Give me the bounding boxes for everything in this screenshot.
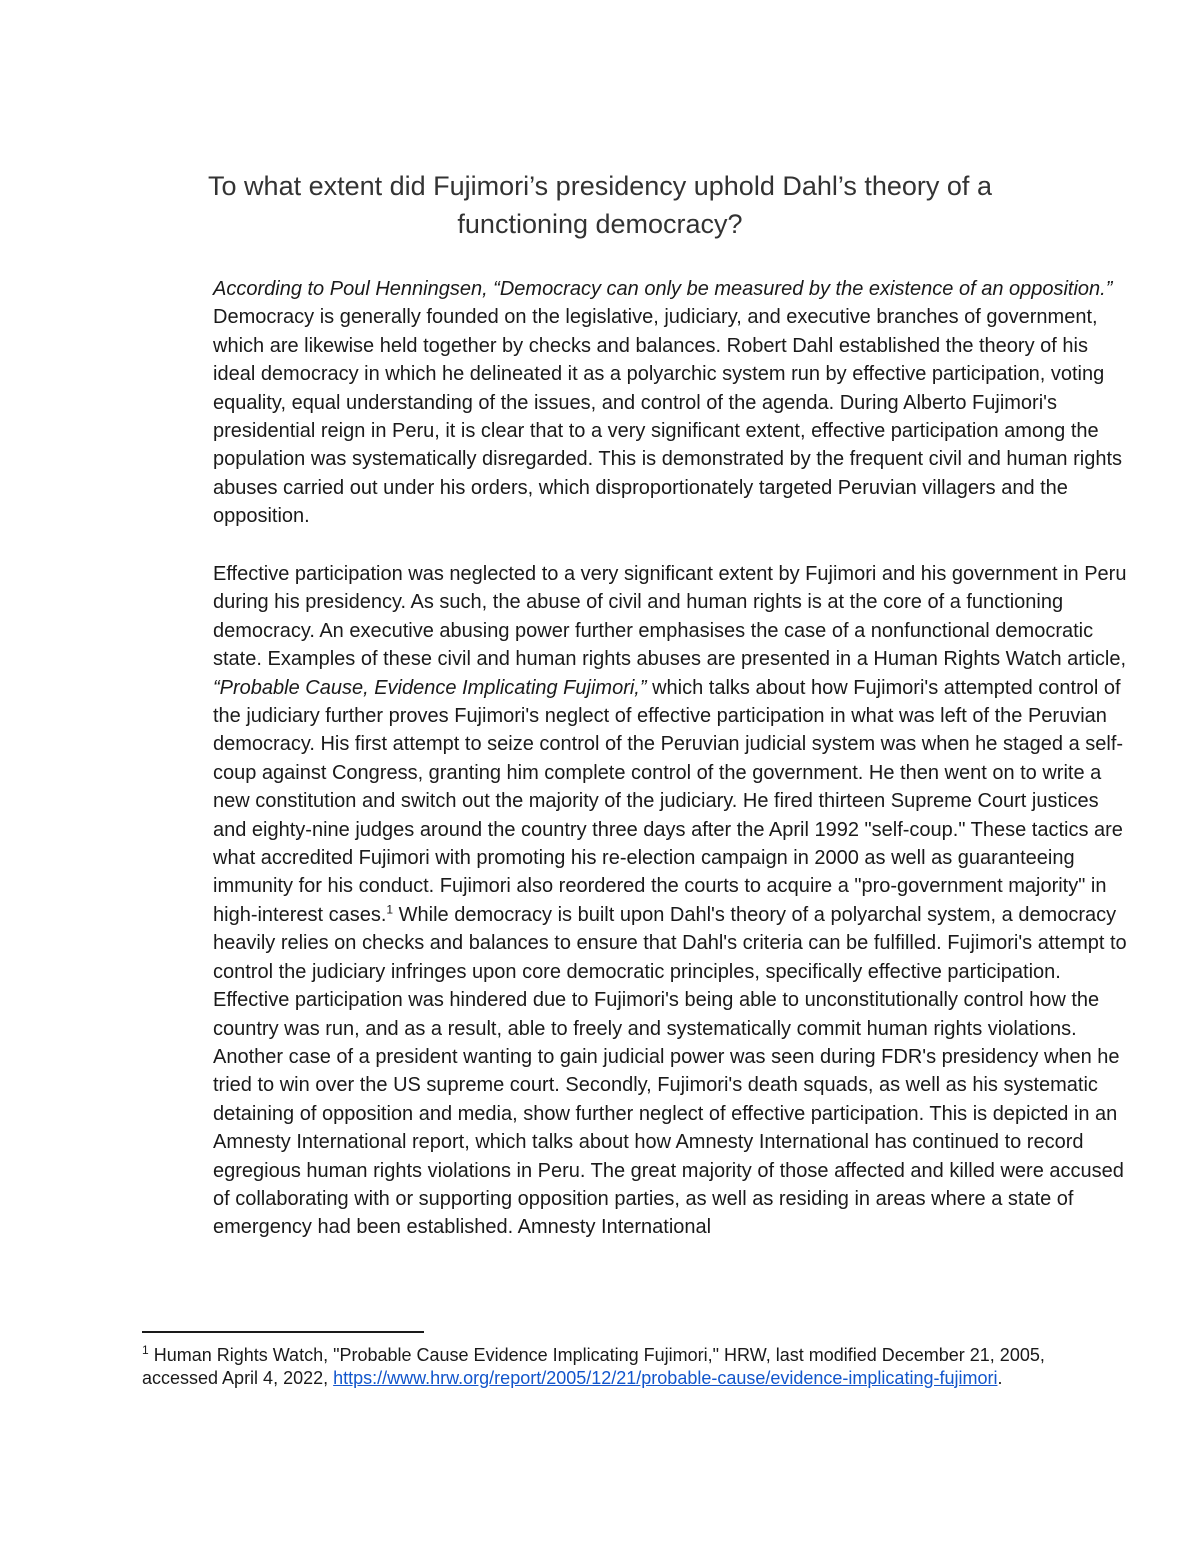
footnote: [142, 1344, 1062, 1389]
document-title: To what extent did Fujimori’s presidency uphold Dahl’s theory of a functioning democracy?: [208, 171, 992, 239]
paragraph-intro-text: Democracy is generally founded on the legislative, judiciary, and executive branches of government, which are likewise held together by checks and balances. Robert Dahl established the theory of his ideal democracy in which he delineated it as a polyarchic system run by effective participation, voting equality, equal understanding of the issues, and control of the agenda. During Alberto Fujimori's presidential reign in Peru, it is clear that to a very significant extent, effective participation among the population was systematically disregarded. This is demonstrated by the frequent civil and human rights abuses carried out under his orders, which disproportionately targeted Peruvian villagers and the opposition.: [213, 306, 1122, 528]
paragraph-2-part-3: While democracy is built upon Dahl's theory of a polyarchal system, a democracy heavily relies on checks and balances to ensure that Dahl's criteria can be fulfilled. Fujimori's attempt to control the judiciary infringes upon core democratic principles, specifically effective participation. Effective participation was hindered due to Fujimori's being able to unconstitutionally control how the country was run, and as a result, able to freely and systematically commit human rights violations. Another case of a president wanting to gain judicial power was seen during FDR's presidency when he tried to win over the US supreme court. Secondly, Fujimori's death squads, as well as his systematic detaining of opposition and media, show further neglect of effective participation. This is depicted in an Amnesty International report, which talks about how Amnesty International has continued to record egregious human rights violations in Peru. The great majority of those affected and killed were accused of collaborating with or supporting opposition parties, as well as residing in areas where a state of emergency had been established. Amnesty International: [213, 903, 1127, 1239]
hrw-article-title: “Probable Cause, Evidence Implicating Fujimori,”: [213, 676, 647, 699]
footnote-trailing: .: [997, 1367, 1003, 1388]
paragraph-2-part-1: Effective participation was neglected to a very significant extent by Fujimori and his government in Peru during his presidency. As such, the abuse of civil and human rights is at the core of a functioning democracy. An executive abusing power further emphasises the case of a nonfunctional democratic state. Examples of these civil and human rights abuses are presented in a Human Rights Watch article,: [213, 563, 1127, 671]
henningsen-quote: According to Poul Henningsen, “Democracy can only be measured by the existence of an opposition.”: [213, 278, 1113, 300]
footnote-separator: [142, 1331, 424, 1333]
paragraph-intro: [142, 275, 1133, 531]
footnote-number: 1: [142, 1343, 149, 1357]
paragraph-2-part-2: which talks about how Fujimori's attempted control of the judiciary further proves Fujimori's neglect of effective participation in what was left of the Peruvian democracy. His first attempt to seize control of the Peruvian judicial system was when he staged a self-coup against Congress, granting him complete control of the government. He then went on to write a new constitution and switch out the majority of the judiciary. He fired thirteen Supreme Court justices and eighty-nine judges around the country three days after the April 1992 "self-coup." These tactics are what accredited Fujimori with promoting his re-election campaign in 2000 as well as guaranteeing immunity for his conduct. Fujimori also reordered the courts to acquire a "pro-government majority" in high-interest cases.: [213, 676, 1124, 926]
footnote-text: Human Rights Watch, "Probable Cause Evidence Implicating Fujimori," HRW, last modified December 21, 2005, accessed April 4, 2022,: [142, 1345, 1045, 1388]
paragraph-effective-participation: [142, 560, 1133, 1242]
footnote-link[interactable]: https://www.hrw.org/report/2005/12/21/probable-cause/evidence-implicating-fujimori: [333, 1367, 998, 1388]
footnote-reference[interactable]: 1: [386, 902, 394, 917]
